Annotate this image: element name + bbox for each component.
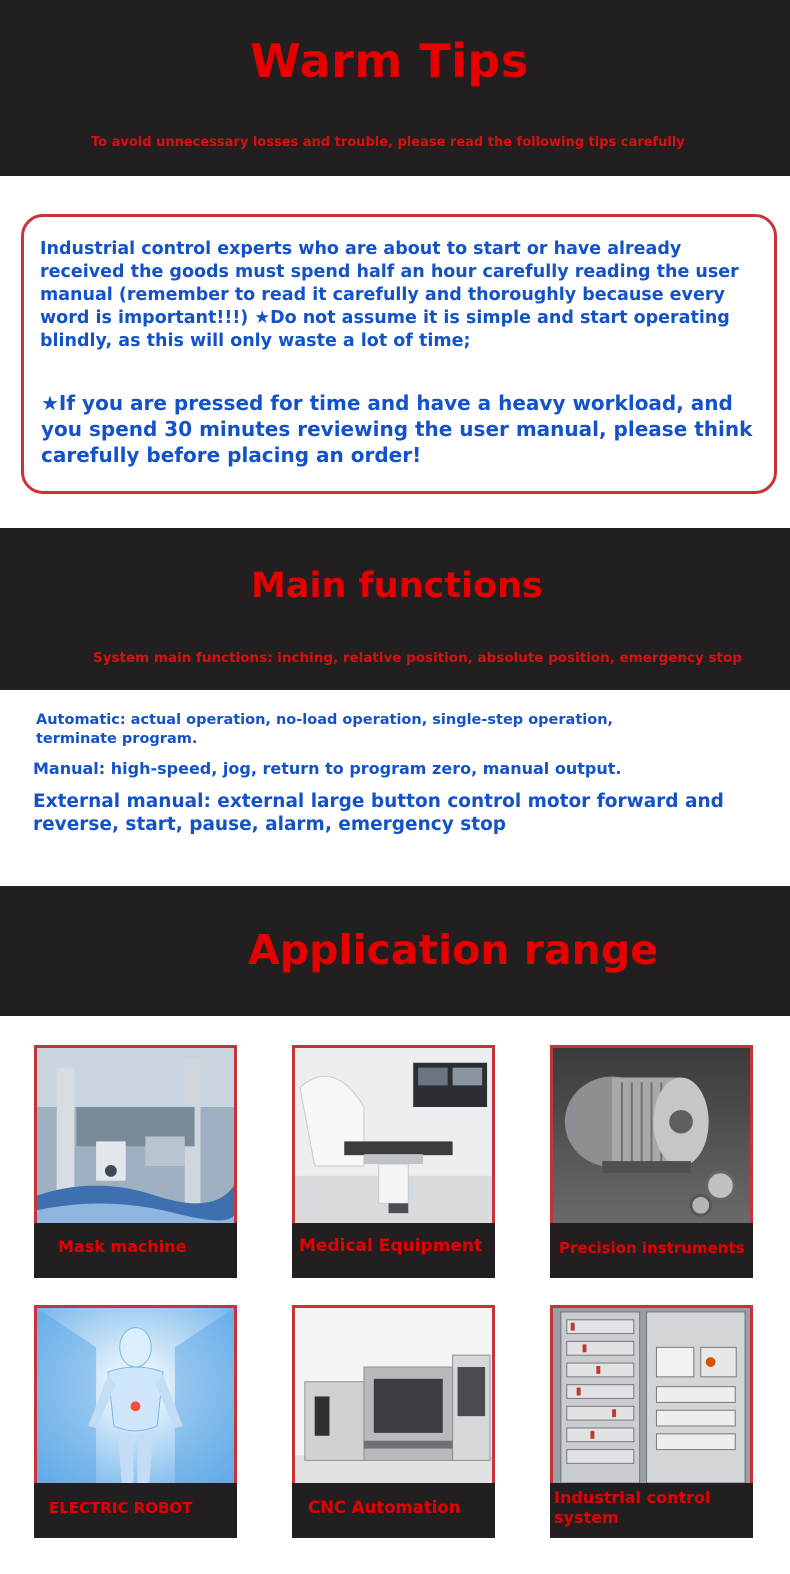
notice-paragraph-1: Industrial control experts who are about to start or have already received the goods must spend half an hour carefully reading the user manual (remember to read it carefully and thoroughly because every word is important!!!) ★Do not assume it is simple and start operating blindly, as this will only waste a lot of time;: [40, 239, 739, 351]
card-label: CNC Automation: [308, 1498, 461, 1517]
medical-equipment-image: [292, 1045, 495, 1223]
card-label: Industrial control system: [554, 1488, 711, 1527]
electric-motor-image: [550, 1045, 753, 1223]
application-card-medical-equipment: [292, 1045, 495, 1278]
main-functions-title: Main functions: [251, 566, 543, 606]
main-functions-subtitle: System main functions: inching, relative position, absolute position, emergency stop: [93, 650, 742, 666]
warm-tips-header: [0, 0, 790, 176]
notice-paragraph-2: ★If you are pressed for time and have a heavy workload, and you spend 30 minutes reviewing the user manual, please think carefully before placing an order!: [41, 391, 753, 467]
function-manual: Manual: high-speed, jog, return to program zero, manual output.: [33, 759, 622, 778]
application-card-cnc-automation: [292, 1305, 495, 1538]
application-card-precision-instruments: [550, 1045, 753, 1278]
function-external-manual: External manual: external large button control motor forward and reverse, start, pause, alarm, emergency stop: [33, 791, 724, 835]
application-card-mask-machine: [34, 1045, 237, 1278]
card-label: Medical Equipment: [299, 1236, 483, 1256]
warm-tips-subtitle: To avoid unnecessary losses and trouble, please read the following tips carefully: [91, 135, 685, 150]
function-automatic: Automatic: actual operation, no-load operation, single-step operation, terminate program.: [36, 712, 614, 747]
cnc-machine-image: [292, 1305, 495, 1483]
control-cabinet-image: [550, 1305, 753, 1483]
application-card-electric-robot: [34, 1305, 237, 1538]
mask-machine-image: [34, 1045, 237, 1223]
application-range-header: [0, 886, 790, 1016]
notice-box: [21, 214, 777, 494]
warm-tips-title: Warm Tips: [250, 34, 529, 88]
card-label: Precision instruments: [559, 1239, 745, 1257]
main-functions-header: [0, 528, 790, 690]
robot-image: [34, 1305, 237, 1483]
application-card-industrial-control-system: [550, 1305, 753, 1538]
card-label: ELECTRIC ROBOT: [49, 1499, 193, 1517]
application-range-title: Application range: [248, 926, 659, 974]
card-label: Mask machine: [58, 1237, 187, 1256]
